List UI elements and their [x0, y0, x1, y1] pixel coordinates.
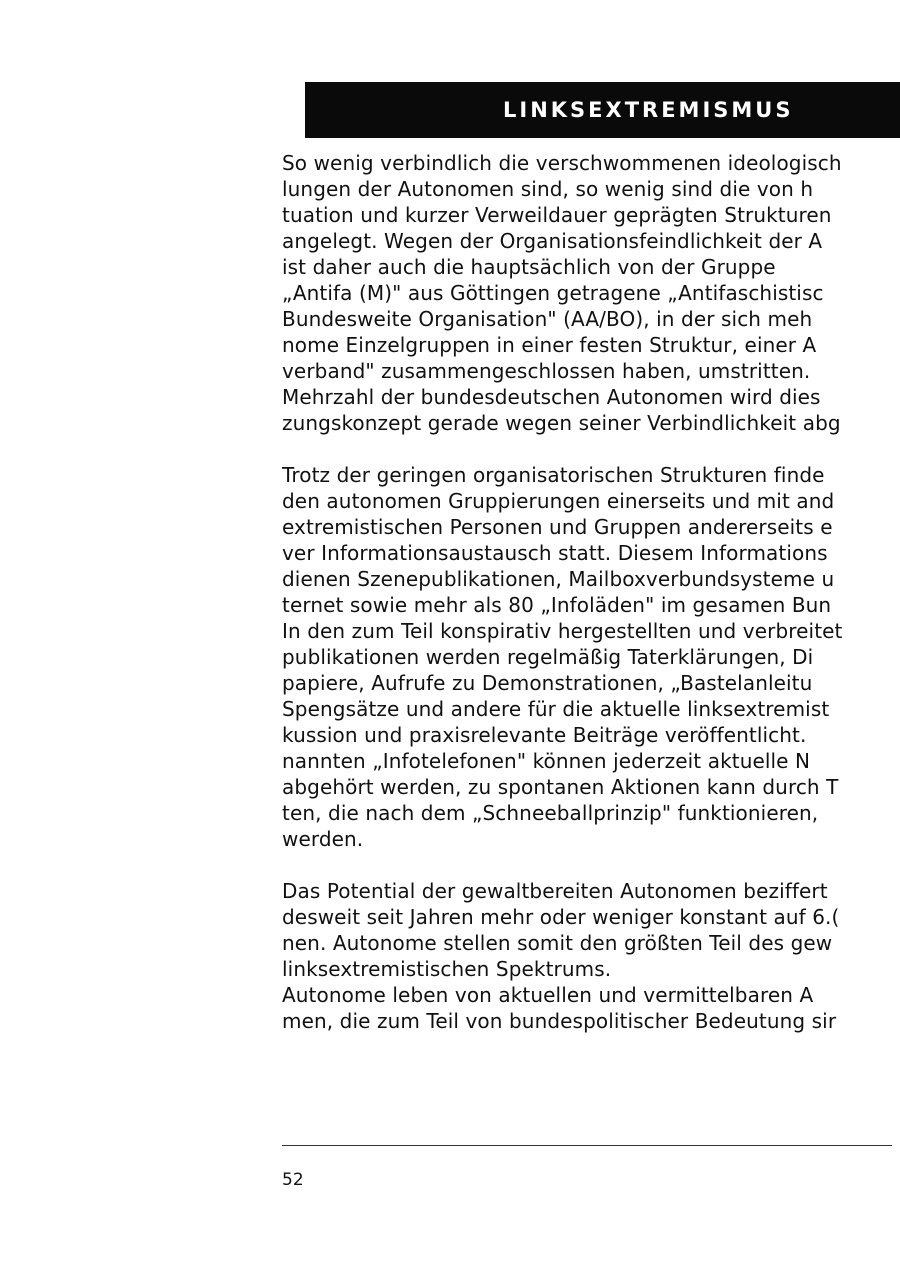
text-line: Bundesweite Organisation" (AA/BO), in der sich meh — [282, 307, 813, 331]
text-line: Autonome leben von aktuellen und vermittelbaren A — [282, 983, 814, 1007]
paragraph-3 — [282, 878, 900, 1034]
section-title: LINKSEXTREMISMUS — [503, 98, 794, 122]
footer-divider — [282, 1145, 892, 1146]
text-line: ten, die nach dem „Schneeballprinzip" funktionieren, — [282, 801, 819, 825]
text-line: Das Potential der gewaltbereiten Autonomen beziffert — [282, 879, 828, 903]
paragraph-1 — [282, 150, 900, 436]
text-line: extremistischen Personen und Gruppen andererseits e — [282, 515, 833, 539]
text-line: ist daher auch die hauptsächlich von der Gruppe — [282, 255, 776, 279]
text-line: verband" zusammengeschlossen haben, umstritten. — [282, 359, 811, 383]
text-line: lungen der Autonomen sind, so wenig sind die von h — [282, 177, 814, 201]
text-line: tuation und kurzer Verweildauer geprägten Strukturen — [282, 203, 832, 227]
paragraph-2 — [282, 462, 900, 852]
text-line: men, die zum Teil von bundespolitischer Bedeutung sir — [282, 1009, 837, 1033]
text-line: nome Einzelgruppen in einer festen Struktur, einer A — [282, 333, 817, 357]
text-line: Spengsätze und andere für die aktuelle linksextremist — [282, 697, 830, 721]
text-line: werden. — [282, 827, 364, 851]
text-line: ternet sowie mehr als 80 „Infoläden" im gesamen Bun — [282, 593, 832, 617]
text-line: kussion und praxisrelevante Beiträge veröffentlicht. — [282, 723, 807, 747]
text-line: nen. Autonome stellen somit den größten Teil des gew — [282, 931, 833, 955]
text-line: publikationen werden regelmäßig Taterklärungen, Di — [282, 645, 814, 669]
paragraph-gap — [282, 852, 900, 878]
text-line: Mehrzahl der bundesdeutschen Autonomen wird dies — [282, 385, 821, 409]
text-line: ver Informationsaustausch statt. Diesem Informations — [282, 541, 828, 565]
text-line: nannten „Infotelefonen" können jederzeit aktuelle N — [282, 749, 811, 773]
text-line: den autonomen Gruppierungen einerseits und mit and — [282, 489, 835, 513]
text-line: zungskonzept gerade wegen seiner Verbindlichkeit abg — [282, 411, 841, 435]
section-header-bar — [305, 82, 900, 138]
text-line: desweit seit Jahren mehr oder weniger konstant auf 6.( — [282, 905, 840, 929]
page-number: 52 — [282, 1170, 304, 1190]
text-line: papiere, Aufrufe zu Demonstrationen, „Bastelanleitu — [282, 671, 813, 695]
text-line: dienen Szenepublikationen, Mailboxverbundsysteme u — [282, 567, 835, 591]
text-line: abgehört werden, zu spontanen Aktionen kann durch T — [282, 775, 839, 799]
text-line: Trotz der geringen organisatorischen Strukturen finde — [282, 463, 825, 487]
text-line: angelegt. Wegen der Organisationsfeindlichkeit der A — [282, 229, 823, 253]
text-line: linksextremistischen Spektrums. — [282, 957, 612, 981]
body-text — [282, 150, 900, 1034]
paragraph-gap — [282, 436, 900, 462]
text-line: In den zum Teil konspirativ hergestellten und verbreitet — [282, 619, 843, 643]
text-line: „Antifa (M)" aus Göttingen getragene „Antifaschistisc — [282, 281, 824, 305]
text-line: So wenig verbindlich die verschwommenen ideologisch — [282, 151, 842, 175]
